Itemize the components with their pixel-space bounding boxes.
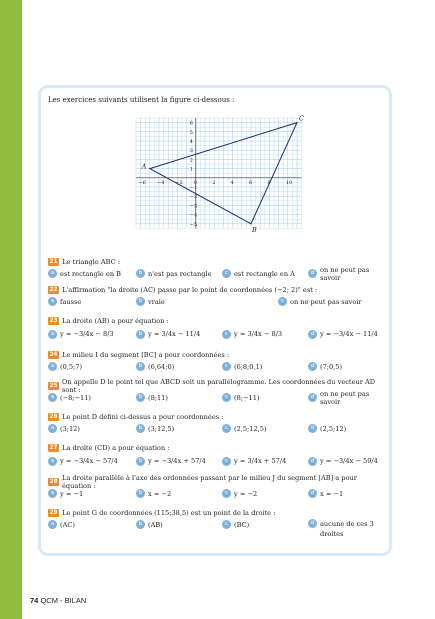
- option-label: (AB): [148, 520, 163, 529]
- option-badge: a: [48, 424, 57, 433]
- question-text: Le triangle ABC :: [62, 258, 120, 266]
- x-tick-label: 10: [285, 179, 293, 186]
- option-label: on ne peut pas savoir: [320, 265, 370, 282]
- x-tick-label: 8: [267, 179, 271, 186]
- option-label: (7;0,5): [320, 362, 343, 371]
- option-badge: b: [136, 520, 145, 529]
- option-label: (3;12): [60, 424, 80, 433]
- y-tick-label: 2: [189, 157, 193, 164]
- option-label: y = −1: [60, 489, 84, 498]
- question-text: Le point G de coordonnées (115;38,5) est un point de la droite :: [62, 509, 276, 517]
- point-label-b: B: [252, 225, 257, 234]
- option-label: (AC): [60, 520, 75, 529]
- question-number: 21: [49, 259, 58, 265]
- page-footer: [30, 596, 86, 605]
- x-tick-label: −4: [157, 179, 165, 186]
- question-number: 22: [49, 287, 58, 293]
- option-label: est rectangle en B: [60, 269, 122, 278]
- option-badge: c: [222, 362, 231, 371]
- option-label: n'est pas rectangle: [148, 269, 212, 278]
- option-badge: b: [136, 424, 145, 433]
- option-d[interactable]: [308, 423, 346, 434]
- y-tick-label: 5: [189, 129, 193, 136]
- option-label: (BC): [234, 520, 250, 529]
- y-tick-label: 6: [189, 120, 193, 127]
- y-tick-label: 1: [189, 166, 193, 173]
- option-label: (8;−11): [234, 393, 260, 402]
- option-a[interactable]: [48, 519, 75, 530]
- option-badge: d: [308, 362, 317, 371]
- page-number: 74: [30, 596, 39, 605]
- option-badge: c: [222, 424, 231, 433]
- option-b[interactable]: [136, 361, 174, 372]
- option-label: vraie: [148, 297, 165, 306]
- option-badge: b: [136, 297, 145, 306]
- option-a[interactable]: [48, 361, 82, 372]
- option-c[interactable]: [222, 327, 282, 341]
- option-c[interactable]: [222, 488, 257, 499]
- option-b[interactable]: [136, 268, 212, 279]
- x-tick-label: −2: [175, 179, 183, 186]
- option-label: (6,64;0): [148, 362, 175, 371]
- option-badge: c: [222, 330, 231, 339]
- question-text: Le point D défini ci-dessus a pour coordonnées :: [62, 413, 224, 421]
- coordinate-figure: [128, 112, 310, 242]
- option-badge: a: [48, 297, 57, 306]
- option-a[interactable]: [48, 423, 80, 434]
- option-badge: a: [48, 457, 57, 466]
- option-c[interactable]: [222, 392, 259, 403]
- option-badge: d: [308, 519, 317, 528]
- option-badge: a: [48, 520, 57, 529]
- option-d[interactable]: [308, 265, 388, 282]
- question-number: 25: [49, 383, 58, 389]
- question-24: [48, 350, 388, 372]
- y-tick-label: −2: [189, 194, 198, 201]
- question-number: 24: [49, 352, 58, 358]
- question-text: L'affirmation "la droite (AC) passe par le point de coordonnées (−2; 2)" est :: [62, 286, 318, 294]
- option-label: (2,5;12,5): [234, 424, 267, 433]
- option-label: x = −2: [148, 489, 172, 498]
- y-tick-label: −1: [189, 185, 198, 191]
- x-tick-label: −6: [138, 179, 146, 186]
- option-badge: d: [308, 330, 317, 339]
- option-a[interactable]: [48, 296, 81, 307]
- question-text: La droite (AB) a pour équation :: [62, 317, 169, 325]
- question-21: [48, 257, 388, 282]
- question-28: [48, 474, 388, 499]
- option-d[interactable]: [308, 454, 378, 468]
- option-label: y = −3/4x − 57/4: [60, 457, 118, 465]
- question-number: 29: [49, 510, 58, 516]
- option-badge: a: [48, 269, 57, 278]
- option-b[interactable]: [136, 327, 200, 341]
- option-badge: d: [308, 393, 317, 402]
- option-label: on ne peut pas savoir: [290, 297, 362, 306]
- question-number: 26: [49, 414, 58, 420]
- option-label: x = −1: [320, 489, 344, 498]
- option-badge: b: [136, 269, 145, 278]
- option-label: y = 3/4x − 11/4: [148, 330, 201, 338]
- question-text: La droite (CD) a pour équation :: [62, 444, 170, 452]
- option-label: y = 3/4x − 8/3: [234, 330, 283, 338]
- option-label: y = −3/4x + 57/4: [148, 457, 206, 465]
- option-d[interactable]: [308, 488, 343, 499]
- question-22: [48, 285, 388, 307]
- y-tick-label: −5: [189, 221, 198, 228]
- option-label: y = 3/4x + 57/4: [234, 457, 287, 465]
- option-a[interactable]: [48, 454, 118, 468]
- question-number: 28: [49, 479, 58, 485]
- option-badge: b: [136, 489, 145, 498]
- option-b[interactable]: [136, 454, 206, 468]
- y-tick-label: 4: [189, 139, 193, 145]
- x-tick-label: 0: [193, 179, 197, 186]
- option-d[interactable]: [308, 519, 386, 543]
- option-b[interactable]: [136, 392, 168, 403]
- option-badge: d: [308, 489, 317, 498]
- option-badge: c: [222, 520, 231, 529]
- question-text: Le milieu I du segment [BC] a pour coordonnées :: [62, 351, 230, 359]
- option-label: y = −3/4x − 8/3: [60, 330, 114, 338]
- y-tick-label: −4: [189, 212, 198, 219]
- option-c[interactable]: [278, 296, 362, 307]
- option-d[interactable]: [308, 361, 342, 372]
- option-a[interactable]: [48, 327, 114, 341]
- option-label: (6,8;0,1): [234, 362, 263, 371]
- x-tick-label: 2: [212, 179, 216, 186]
- question-number: 27: [49, 445, 58, 451]
- option-badge: c: [222, 269, 231, 278]
- question-text: La droite parallèle à l'axe des ordonnées passant par le milieu J du segment [AB] a pour équation :: [62, 474, 357, 490]
- option-label: (0,5;7): [60, 362, 83, 371]
- option-c[interactable]: [222, 454, 286, 468]
- option-label: aucune de ces 3 droites: [320, 520, 374, 538]
- option-b[interactable]: [136, 423, 174, 434]
- option-badge: d: [308, 269, 317, 278]
- intro-text: Les exercices suivants utilisent la figure ci-dessous :: [48, 96, 235, 104]
- question-number: 23: [49, 318, 58, 324]
- question-text: On appelle D le point tel que ABCD soit un parallélogramme. Les coordonnées du vecteur AD sont :: [62, 378, 376, 394]
- question-26: [48, 412, 388, 434]
- option-label: y = −2: [234, 489, 258, 498]
- option-b[interactable]: [136, 519, 163, 530]
- option-label: (−8;−11): [60, 393, 92, 402]
- option-label: on ne peut pas savoir: [320, 389, 370, 406]
- option-badge: a: [48, 489, 57, 498]
- option-badge: d: [308, 424, 317, 433]
- option-b[interactable]: [136, 488, 171, 499]
- option-c[interactable]: [222, 519, 249, 530]
- question-29: [48, 508, 388, 543]
- option-badge: b: [136, 362, 145, 371]
- option-a[interactable]: [48, 392, 91, 403]
- option-badge: b: [136, 330, 145, 339]
- option-b[interactable]: [136, 296, 165, 307]
- question-25: [48, 378, 388, 406]
- option-d[interactable]: [308, 389, 388, 406]
- option-badge: a: [48, 393, 57, 402]
- question-27: [48, 443, 388, 468]
- option-d[interactable]: [308, 327, 378, 341]
- option-badge: a: [48, 330, 57, 339]
- x-tick-label: 4: [230, 179, 234, 186]
- option-label: (8;11): [148, 393, 168, 402]
- point-label-c: C: [299, 114, 304, 123]
- option-badge: b: [136, 457, 145, 466]
- option-label: y = −3/4x − 59/4: [320, 457, 378, 465]
- option-label: (3;12,5): [148, 424, 175, 433]
- option-a[interactable]: [48, 488, 83, 499]
- option-label: fausse: [60, 297, 82, 306]
- option-badge: d: [308, 457, 317, 466]
- option-badge: b: [136, 393, 145, 402]
- point-label-a: A: [141, 162, 147, 171]
- option-badge: c: [222, 489, 231, 498]
- question-23: [48, 316, 388, 341]
- option-a[interactable]: [48, 268, 121, 279]
- option-badge: c: [222, 457, 231, 466]
- option-c[interactable]: [222, 361, 262, 372]
- footer-title: QCM - BILAN: [40, 596, 87, 605]
- y-tick-label: 3: [189, 148, 193, 155]
- option-label: (2,5;12): [320, 424, 347, 433]
- option-label: y = −3/4x − 11/4: [320, 330, 378, 338]
- option-badge: a: [48, 362, 57, 371]
- option-badge: c: [278, 297, 287, 306]
- x-tick-label: 6: [249, 179, 253, 186]
- option-badge: c: [222, 393, 231, 402]
- option-label: est rectangle en A: [234, 269, 295, 278]
- option-c[interactable]: [222, 423, 267, 434]
- y-tick-label: −3: [189, 203, 198, 210]
- sidebar-stripe: [0, 0, 22, 619]
- option-c[interactable]: [222, 268, 295, 279]
